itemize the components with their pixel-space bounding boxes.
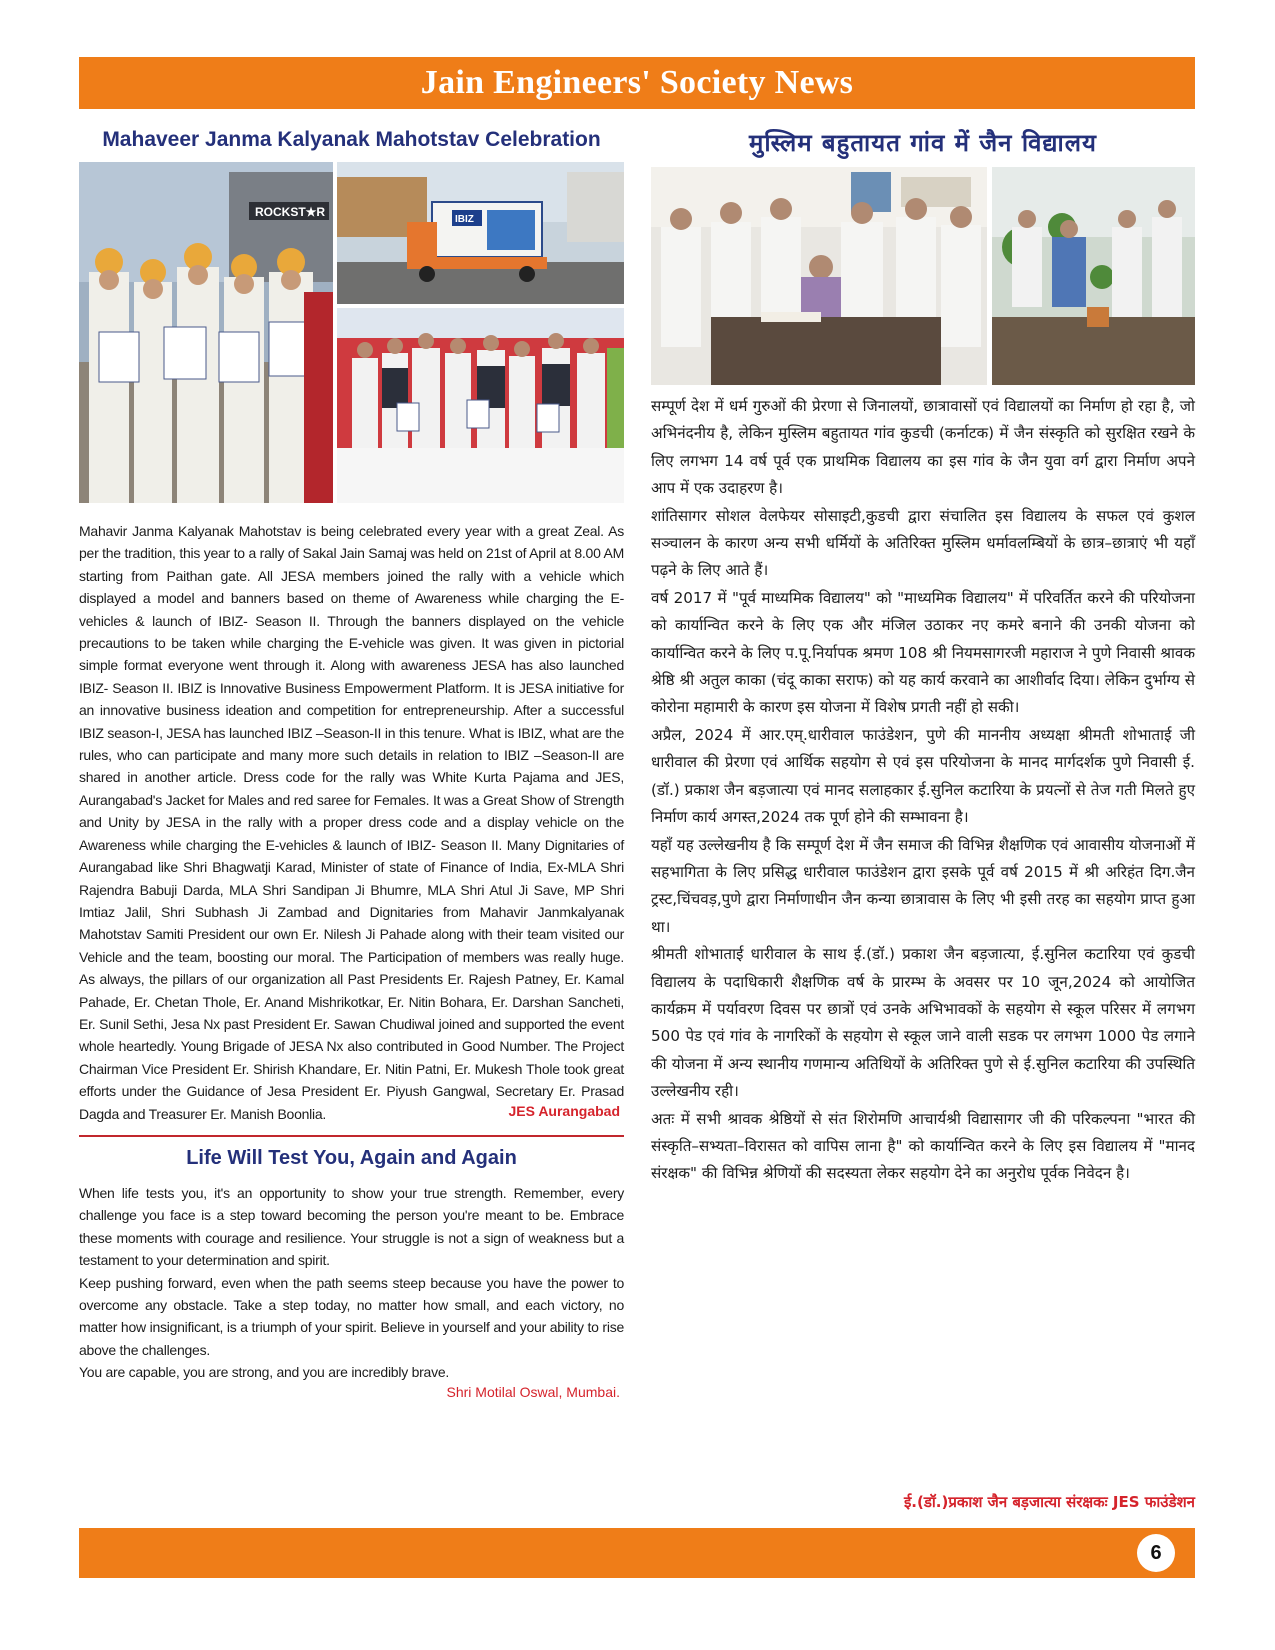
hindi-paragraph-3: वर्ष 2017 में "पूर्व माध्यमिक विद्यालय" को "माध्यमिक विद्यालय" में परिवर्तित करने की परियोजना को कार्यान्वित करने के लिए एक और मंजिल उठाकर नए कमरे बनाने की उनकी योजना को कार्यान्वित करने के लिए प.पू.निर्यापक श्रमण 108 श्री नियमसागरजी महाराज ने पुणे निवासी श्रावक श्रेष्ठि श्री अतुल काका (चंदू काका सराफ) को यह कार्य करवाने का आशीर्वाद दिया। लेकिन दुर्भाग्य से कोरोना महामारी के कारण इस योजना में विशेष प्रगती नहीं हो सकी। [651,588,1195,717]
left-column [79,128,624,1400]
hindi-article-body [651,393,1195,1188]
hindi-paragraph-2: शांतिसागर सोशल वेलफेयर सोसाइटी,कुडची द्वारा संचालित इस विद्यालय के सफल एवं कुशल सञ्चालन के कारण अन्य सभी धर्मियों के अतिरिक्त मुस्लिम धर्मावलम्बियों के छात्र–छात्राएं भी यहाँ पढ़ने के लिए आते हैं। [651,506,1195,580]
section-divider [79,1135,624,1137]
rally-group-photo [79,162,333,503]
article-title-life: Life Will Test You, Again and Again [186,1146,517,1169]
hindi-article-signature: ई.(डॉ.)प्रकाश जैन बड़जात्या संरक्षकः JES फाउंडेशन [903,1493,1195,1511]
hindi-paragraph-5: यहाँ यह उल्लेखनीय है कि सम्पूर्ण देश में जैन समाज की विभिन्न शैक्षणिक एवं आवासीय योजनाओं में सहभागिता के लिए प्रसिद्ध धारीवाल फाउंडेशन द्वारा इसके पूर्व वर्ष 2015 में श्री अरिहंत दिग.जैन ट्रस्ट,चिंचवड़,पुणे द्वारा निर्माणाधीन जैन कन्या छात्रावास के लिए भी इसी तरह का सहयोग प्राप्त हुआ था। [651,835,1195,936]
rally-photo-collage [79,162,624,527]
rally-vehicle-photo [337,162,624,304]
mahaveer-article-body: Mahavir Janma Kalyanak Mahotstav is being celebrated every year with a great Zeal. As per the tradition, this year to a rally of Sakal Jain Samaj was held on 21st of April at 8.00 AM starting from Paithan gate. All JESA members joined the rally with a vehicle which displayed a model and banners based on theme of Awareness while charging the E-vehicles & launch of IBIZ- Season II. Through the banners displayed on the vehicle precautions to be taken while charging the E-vehicle was given. It was given in pictorial simple format everyone went through it. Along with awareness JESA has also launched IBIZ- Season II. IBIZ is Innovative Business Empowerment Platform. It is JESA initiative for an innovative business ideation and competition for entrepreneurship. After a successful IBIZ season-I, JESA has launched IBIZ –Season-II in this tenure. What is IBIZ, what are the rules, who can participate and many more such details in relation to IBIZ –Season-II are shared in another article. Dress code for the rally was White Kurta Pajama and JES, Aurangabad's Jacket for Males and red saree for Females. It was a Great Show of Strength and Unity by JESA in the rally with a proper dress code and a display vehicle on the Awareness while charging the E-vehicles & launch of IBIZ- Season II. Many Dignitaries of Aurangabad like Shri Bhagwatji Karad, Minister of state of Finance of India, Ex-MLA Shri Rajendra Babuji Darda, MLA Shri Sandipan Ji Bhumre, MLA Shri Atul Ji Save, MP Shri Imtiaz Jalil, Shri Subhash Ji Zambad and Dignitaries from Mahavir Janmkalyanak Mahotstav Samiti President our own Er. Nilesh Ji Pahade along with their team visited our Vehicle and the team, boosting our moral. The Participation of members was really huge. As always, the pillars of our organization all Past Presidents Er. Rajesh Patney, Er. Kamal Pahade, Er. Chetan Thole, Er. Anand Mishrikotkar, Er. Nitin Bohara, Er. Darshan Sancheti, Er. Sunil Sethi, Jesa Nx past President Er. Sawan Chudiwal joined and supported the event whole heartedly. Young Brigade of JESA Nx also contributed in Good Number. The Project Chairman Vice President Er. Shirish Khandare, Er. Nitin Patni, Er. Mukesh Thole took great efforts under the Guidance of Jesa President Er. Piyush Gangwal, Secretary Er. Prasad Dagda and Treasurer Er. Manish Boonlia. [79,523,624,1122]
tree-planting-photo [992,167,1195,385]
life-paragraph-3: You are capable, you are strong, and you are incredibly brave. [79,1364,450,1381]
school-photo-row [651,167,1195,385]
article-credit: JES Aurangabad [508,1102,620,1119]
ibiz-vehicle-banner-text: IBIZ [455,214,474,225]
page-number: 6 [1137,1534,1175,1572]
ibiz-launch-stage-photo [337,308,624,503]
hindi-paragraph-4: अप्रैल, 2024 में आर.एम्.धारीवाल फाउंडेशन, पुणे की माननीय अध्यक्षा श्रीमती शोभाताई जी धारीवाल की प्रेरणा एवं आर्थिक सहयोग से एवं इस परियोजना के मानद मार्गदर्शक पुणे निवासी ई.(डॉ.) प्रकाश जैन बड़जात्या एवं मानद सलाहकार ई.सुनिल कटारिया के प्रयत्नों से तेज गती मिलते हुए निर्माण कार्य अगस्त,2024 तक पूर्ण होने की सम्भावना है। [651,725,1195,827]
article-author: Shri Motilal Oswal, Mumbai. [446,1383,620,1400]
article-title-mahaveer: Mahaveer Janma Kalyanak Mahotstav Celebration [102,128,601,151]
newsletter-title: Jain Engineers' Society News [420,64,854,101]
hindi-paragraph-7: अतः में सभी श्रावक श्रेष्ठियों से संत शिरोमणि आचार्यश्री विद्यासागर जी की परिकल्पना "भारत की संस्कृति–सभ्यता–विरासत को वापिस लाना है" को कार्यान्वित करने के लिए इस विद्यालय में "मानद संरक्षक" की विभिन्न श्रेणियों की सदस्यता लेकर सहयोग देने का अनुरोध पूर्वक निवेदन है। [651,1109,1195,1183]
footer-banner [79,1528,1195,1578]
banner-sign-text: ROCKST★R [255,205,326,219]
right-column [651,126,1195,1188]
hindi-paragraph-1: सम्पूर्ण देश में धर्म गुरुओं की प्रेरणा से जिनालयों, छात्रावासों एवं विद्यालयों का निर्माण हो रहा है, जो अभिनंदनीय है, लेकिन मुस्लिम बहुतायत गांव कुडची (कर्नाटक) में जैन संस्कृति को सुरक्षित रखने के लिए लगभग 14 वर्ष पूर्व एक प्राथमिक विद्यालय का इस गांव के जैन युवा वर्ग द्वारा निर्माण अपने आप में एक उदाहरण है। [651,397,1195,498]
header-banner [79,57,1195,109]
school-office-group-photo [651,167,987,385]
life-paragraph-2: Keep pushing forward, even when the path seems steep because you have the power to overcome any obstacle. Take a step today, no matter how small, and each victory, no matter how insignificant, is a triumph of your spirit. Believe in yourself and your ability to rise above the challenges. [79,1274,624,1358]
hindi-article-title: मुस्लिम बहुतायत गांव में जैन विद्यालय [749,129,1097,157]
life-paragraph-1: When life tests you, it's an opportunity to show your true strength. Remember, every challenge you face is a step toward becoming the person you're meant to be. Embrace these moments with courage and resilience. Your struggle is not a sign of weakness but a testament to your determination and spirit. [79,1184,624,1269]
hindi-paragraph-6: श्रीमती शोभाताई धारीवाल के साथ ई.(डॉ.) प्रकाश जैन बड़जात्या, ई.सुनिल कटारिया एवं कुडची विद्यालय के पदाधिकारी शैक्षणिक वर्ष के प्रारम्भ के अवसर पर 10 जून,2024 को आयोजित कार्यक्रम में पर्यावरण दिवस पर छात्रों एवं उनके अभिभावकों के सहयोग से स्कूल परिसर में लगभग 500 पेड एवं गांव के नागरिकों के सहयोग से स्कूल जाने वाली सडक पर लगभग 1000 पेड लगाने की योजना में अन्य स्थानीय गणमान्य अतिथियों के अतिरिक्त पुणे से ई.सुनिल कटारिया की उपस्थिति उल्लेखनीय रही। [651,945,1195,1101]
